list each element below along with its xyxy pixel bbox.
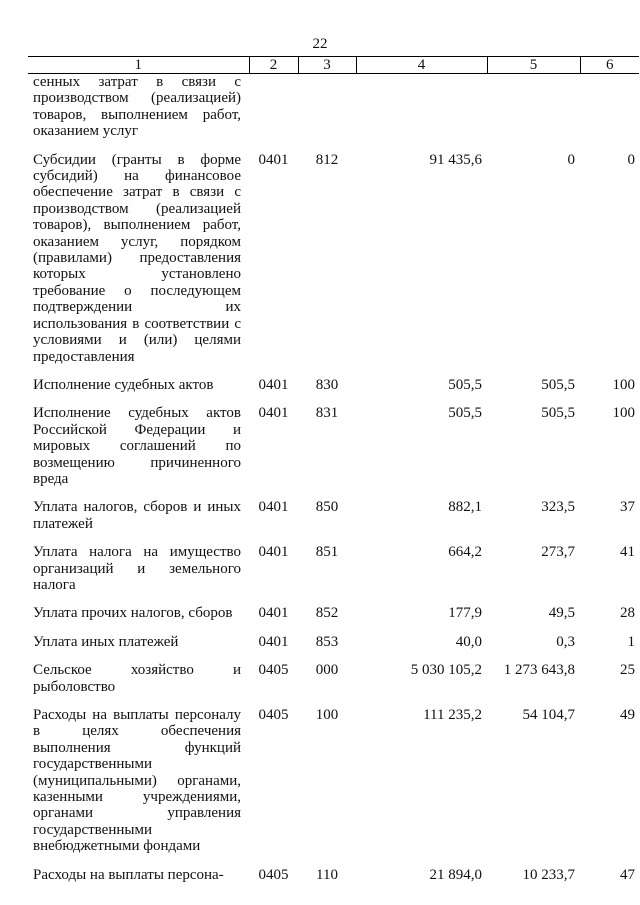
row-percent: 0 (627, 151, 635, 168)
row-name: сенных затрат в связи с производством (реализацией) товаров, выполнением работ, оказанием услуг (33, 74, 241, 140)
row-section-code: 0401 (258, 151, 289, 168)
row-percent: 49 (620, 707, 635, 723)
row-percent: 100 (612, 405, 635, 422)
column-header-1: 1 (28, 57, 249, 74)
row-name: Уплата налога на имущество организаций и земельного налога (33, 544, 241, 593)
table-header-row (28, 57, 639, 74)
column-header-4: 4 (356, 57, 487, 74)
row-plan-amount: 505,5 (448, 405, 482, 422)
row-plan-amount: 5 030 105,2 (410, 662, 482, 679)
row-percent: 25 (620, 662, 635, 679)
table-row (28, 152, 639, 377)
row-section-code: 0401 (258, 405, 289, 422)
table-row (28, 662, 639, 707)
row-section-code: 0405 (258, 866, 289, 883)
row-plan-amount (356, 74, 487, 152)
row-name: Сельское хозяйство и рыболовство (33, 662, 241, 695)
row-expense-type: 850 (315, 499, 339, 516)
row-percent: 28 (620, 605, 635, 622)
column-header-3: 3 (298, 57, 356, 74)
row-fact-amount: 54 104,7 (522, 707, 575, 723)
row-section-code: 0401 (258, 376, 289, 393)
row-name: Исполнение судебных актов (33, 376, 214, 393)
row-expense-type: 831 (315, 405, 339, 422)
row-percent: 1 (627, 633, 635, 650)
row-fact-amount: 273,7 (541, 544, 575, 561)
row-expense-type: 110 (316, 866, 338, 883)
row-plan-amount: 111 235,2 (423, 707, 482, 723)
row-percent: 37 (620, 499, 635, 516)
row-fact-amount: 505,5 (541, 405, 575, 422)
row-name: Уплата прочих налогов, сборов (33, 605, 233, 622)
row-plan-amount: 21 894,0 (429, 866, 482, 883)
row-expense-type: 100 (315, 707, 339, 723)
row-section-code: 0401 (258, 499, 289, 516)
row-percent: 41 (620, 544, 635, 561)
column-header-5: 5 (487, 57, 580, 74)
row-plan-amount: 91 435,6 (429, 151, 482, 168)
row-name: Субсидии (гранты в форме субсидий) на финансовое обеспечение затрат в связи с производством (реализацией товаров), выполнением работ, оказанием услуг, порядком (правилами) предоставления которых установлено требование о последующем подтверждении их использования в соответствии с условиями и (или) целями предоставления (33, 151, 241, 365)
table-row (28, 74, 639, 152)
row-percent: 100 (612, 376, 635, 393)
table-row (28, 405, 639, 499)
row-plan-amount: 40,0 (455, 633, 482, 650)
column-header-6: 6 (580, 57, 639, 74)
row-percent: 47 (620, 866, 635, 883)
row-name: Уплата налогов, сборов и иных платежей (33, 499, 241, 532)
row-fact-amount: 505,5 (541, 376, 575, 393)
row-percent (580, 74, 639, 152)
row-fact-amount: 0,3 (556, 633, 575, 650)
row-expense-type: 000 (315, 662, 339, 679)
table-row (28, 377, 639, 405)
row-name: Расходы на выплаты персоналу в целях обеспечения выполнения функций государственными (муниципальными) органами, казенными учреждениями, органами управления государственными внебюджетными фондами (33, 707, 241, 855)
row-expense-type: 851 (315, 544, 339, 561)
row-expense-type: 830 (315, 376, 339, 393)
page-number: 22 (312, 36, 328, 52)
row-fact-amount: 10 233,7 (522, 866, 575, 883)
row-section-code: 0405 (258, 662, 289, 679)
budget-table (28, 56, 639, 883)
row-plan-amount: 664,2 (448, 544, 482, 561)
row-fact-amount: 49,5 (548, 605, 575, 622)
row-fact-amount: 0 (567, 151, 575, 168)
table-row (28, 707, 639, 867)
row-name: Уплата иных платежей (33, 633, 179, 650)
table-row (28, 605, 639, 633)
table-row (28, 867, 639, 883)
row-name: Исполнение судебных актов Российской Федерации и мировых соглашений по возмещению причиненного вреда (33, 405, 241, 487)
row-section-code: 0401 (258, 544, 289, 561)
row-expense-type: 852 (315, 605, 339, 622)
row-section-code: 0401 (258, 605, 289, 622)
row-name: Расходы на выплаты персона- (33, 866, 224, 883)
row-plan-amount: 882,1 (448, 499, 482, 516)
row-plan-amount: 505,5 (448, 376, 482, 393)
row-fact-amount: 1 273 643,8 (503, 662, 575, 679)
row-expense-type: 812 (315, 151, 339, 168)
column-header-2: 2 (249, 57, 298, 74)
table-row (28, 499, 639, 544)
row-expense-type: 853 (315, 633, 339, 650)
row-plan-amount: 177,9 (448, 605, 482, 622)
row-fact-amount: 323,5 (541, 499, 575, 516)
table-row (28, 544, 639, 605)
table-row (28, 634, 639, 662)
row-section-code: 0405 (258, 707, 289, 723)
row-section-code: 0401 (258, 633, 289, 650)
row-fact-amount (487, 74, 580, 152)
row-expense-type (298, 74, 356, 152)
row-section-code (249, 74, 298, 152)
